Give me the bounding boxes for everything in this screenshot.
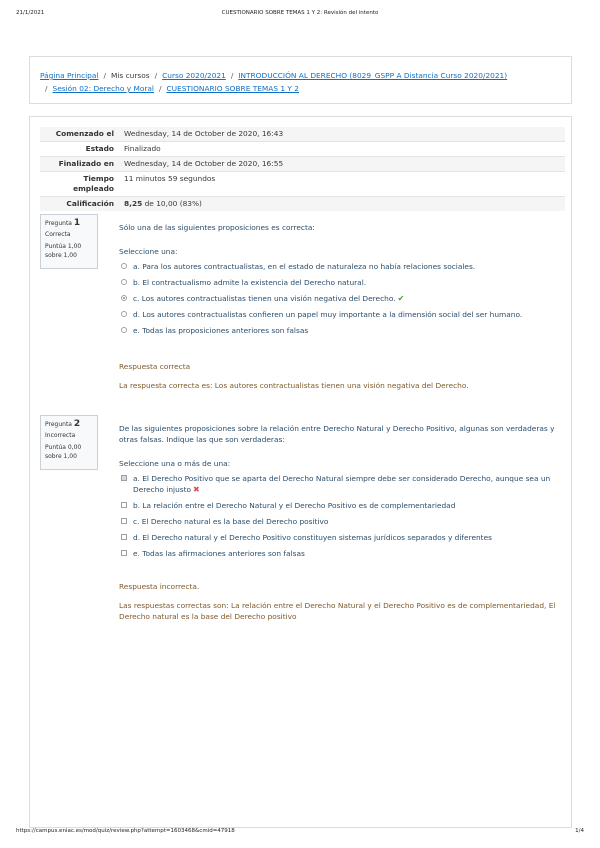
breadcrumb-separator: / (103, 71, 106, 80)
radio-button[interactable] (121, 263, 127, 269)
grade-score: 8,25 (124, 199, 143, 208)
summary-row-finished (40, 157, 565, 172)
breadcrumb-my-courses: Mis cursos (110, 71, 150, 80)
summary-row-time-taken (40, 172, 565, 197)
option-label: e. Todas las afirmaciones anteriores son falsas (133, 549, 305, 558)
option-label: d. Los autores contractualistas confieren un papel muy importante a la dimensión social del ser humano. (133, 310, 523, 319)
breadcrumb-course-link[interactable]: Curso 2020/2021 (162, 71, 226, 80)
print-date: 21/1/2021 (16, 10, 45, 16)
answer-option-selected[interactable] (119, 293, 559, 304)
option-label: c. Los autores contractualistas tienen una visión negativa del Derecho. (133, 294, 396, 303)
checkbox[interactable] (121, 550, 127, 556)
option-label: e. Todas las proposiciones anteriores son falsas (133, 326, 309, 335)
question-content-1 (119, 222, 559, 391)
print-url: https://campus.eniac.es/mod/quiz/review.php?attempt=1603468&cmid=47918 (16, 828, 235, 834)
summary-value: 11 minutos 59 segundos (120, 172, 565, 197)
breadcrumb-separator: / (154, 71, 158, 80)
breadcrumb-separator: / (45, 84, 48, 93)
quiz-review-panel (29, 116, 572, 828)
question-state: Correcta (45, 231, 71, 238)
answer-option-selected[interactable] (119, 473, 559, 495)
grade-total: de 10,00 (83%) (144, 199, 202, 208)
check-mark-icon: ✔ (397, 294, 405, 303)
question-number-value: 2 (73, 419, 81, 429)
summary-label: Comenzado el (40, 127, 120, 142)
question-text: Sólo una de las siguientes proposiciones es correcta: (119, 223, 315, 232)
option-label: b. La relación entre el Derecho Natural y el Derecho Positivo es de complementariedad (133, 501, 456, 510)
question-number-value: 1 (73, 218, 81, 228)
breadcrumb-session-link[interactable]: Sesión 02: Derecho y Moral (52, 84, 154, 93)
summary-value: Finalizado (120, 142, 565, 157)
radio-button[interactable] (121, 279, 127, 285)
print-footer (16, 828, 584, 838)
summary-value (120, 197, 565, 212)
summary-value: Wednesday, 14 de October de 2020, 16:55 (120, 157, 565, 172)
radio-button-checked[interactable] (121, 295, 127, 301)
question-info-2 (40, 415, 98, 470)
summary-row-state (40, 142, 565, 157)
print-document-title: CUESTIONARIO SOBRE TEMAS 1 Y 2: Revisión del intento (221, 10, 379, 16)
checkbox-checked[interactable] (121, 475, 127, 481)
answer-option[interactable] (119, 261, 559, 272)
question-label: Pregunta (45, 421, 72, 428)
attempt-summary-table (40, 127, 565, 211)
option-label: c. El Derecho natural es la base del Derecho positivo (133, 517, 329, 526)
question-grade: Puntúa 0,00 sobre 1,00 (45, 444, 82, 460)
question-feedback: Respuesta incorrecta. (119, 582, 200, 591)
checkbox[interactable] (121, 502, 127, 508)
right-answer: Las respuestas correctas son: La relación entre el Derecho Natural y el Derecho Positivo es de complementariedad, El Derecho natural es la base del Derecho positivo (119, 601, 556, 621)
option-label: b. El contractualismo admite la existencia del Derecho natural. (133, 278, 367, 287)
answer-option[interactable] (119, 532, 559, 543)
answer-option[interactable] (119, 325, 559, 336)
question-label: Pregunta (45, 220, 72, 227)
answer-option[interactable] (119, 309, 559, 320)
question-feedback: Respuesta correcta (119, 362, 191, 371)
summary-row-grade (40, 197, 565, 212)
breadcrumb (29, 56, 572, 104)
summary-row-started (40, 127, 565, 142)
print-page-number: 1/4 (575, 828, 584, 834)
question-text: De las siguientes proposiciones sobre la relación entre Derecho Natural y Derecho Positivo, algunas son verdaderas y otras falsas. Indique las que son verdaderas: (119, 424, 555, 444)
option-label: a. Para los autores contractualistas, en el estado de naturaleza no había relaciones sociales. (133, 262, 476, 271)
question-number (45, 218, 93, 228)
breadcrumb-quiz-link[interactable]: CUESTIONARIO SOBRE TEMAS 1 Y 2 (166, 84, 299, 93)
right-answer: La respuesta correcta es: Los autores contractualistas tienen una visión negativa del Derecho. (119, 381, 469, 390)
summary-label: Tiempo empleado (40, 172, 120, 197)
answer-option[interactable] (119, 548, 559, 559)
breadcrumb-subject-link[interactable]: INTRODUCCIÓN AL DERECHO (8029_GSPP A Distancia Curso 2020/2021) (238, 71, 508, 80)
summary-value: Wednesday, 14 de October de 2020, 16:43 (120, 127, 565, 142)
answer-prompt: Seleccione una o más de una: (119, 459, 231, 468)
answer-option[interactable] (119, 516, 559, 527)
cross-mark-icon: ✖ (193, 485, 200, 494)
option-label: d. El Derecho natural y el Derecho Positivo constituyen sistemas jurídicos separados y diferentes (133, 533, 492, 542)
summary-label: Calificación (40, 197, 120, 212)
breadcrumb-separator: / (158, 84, 162, 93)
radio-button[interactable] (121, 311, 127, 317)
checkbox[interactable] (121, 518, 127, 524)
answer-option[interactable] (119, 500, 559, 511)
question-content-2 (119, 423, 559, 622)
summary-label: Finalizado en (40, 157, 120, 172)
question-number (45, 419, 93, 429)
print-header (16, 10, 584, 20)
checkbox[interactable] (121, 534, 127, 540)
question-grade: Puntúa 1,00 sobre 1,00 (45, 243, 82, 259)
summary-label: Estado (40, 142, 120, 157)
answer-prompt: Seleccione una: (119, 247, 178, 256)
question-info-1 (40, 214, 98, 269)
option-label: a. El Derecho Positivo que se aparta del Derecho Natural siempre debe ser considerado Derecho, aunque sea un Derecho injusto (133, 474, 551, 494)
answer-option[interactable] (119, 277, 559, 288)
question-state: Incorrecta (45, 432, 76, 439)
breadcrumb-separator: / (230, 71, 234, 80)
answer-options (119, 473, 559, 559)
radio-button[interactable] (121, 327, 127, 333)
breadcrumb-home-link[interactable]: Página Principal (40, 71, 99, 80)
answer-options (119, 261, 559, 336)
